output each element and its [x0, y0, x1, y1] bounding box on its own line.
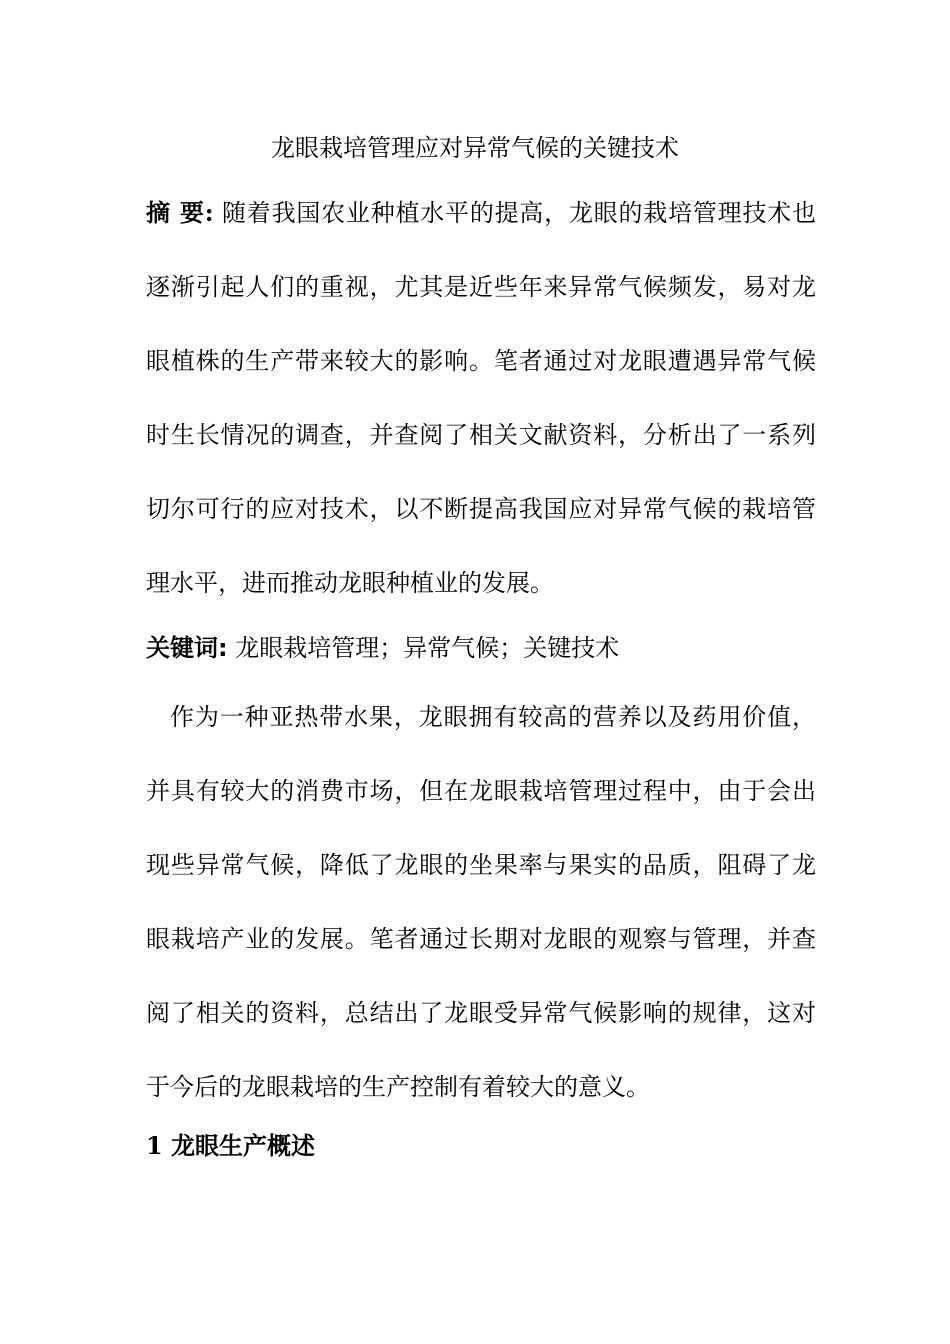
- abstract-label: 摘 要:: [146, 198, 214, 227]
- document-title: 龙眼栽培管理应对异常气候的关键技术: [271, 134, 679, 162]
- section-heading: 1 龙眼生产概述: [146, 1131, 316, 1160]
- keywords-text: 龙眼栽培管理；异常气候；关键技术: [235, 634, 620, 662]
- abstract-text: 随着我国农业种植水平的提高，龙眼的栽培管理技术也逐渐引起人们的重视，尤其是近些年来异常气候频发，易对龙眼植株的生产带来较大的影响。笔者通过对龙眼遭遇异常气候时生长情况的调查，并查阅了相关文献资料，分析出了一系列切尔可行的应对技术，以不断提高我国应对异常气候的栽培管理水平，进而推动龙眼种植业的发展。: [146, 199, 817, 597]
- intro-paragraph: 作为一种亚热带水果，龙眼拥有较高的营养以及药用价值，并具有较大的消费市场，但在龙眼栽培管理过程中，由于会出现些异常气候，降低了龙眼的坐果率与果实的品质，阻碍了龙眼栽培产业的发展。笔者通过长期对龙眼的观察与管理，并查阅了相关的资料，总结出了龙眼受异常气候影响的规律，这对于今后的龙眼栽培的生产控制有着较大的意义。: [146, 703, 816, 1101]
- abstract-paragraph: [146, 176, 816, 620]
- keywords-line: [146, 628, 816, 668]
- keywords-label: 关键词:: [146, 634, 228, 662]
